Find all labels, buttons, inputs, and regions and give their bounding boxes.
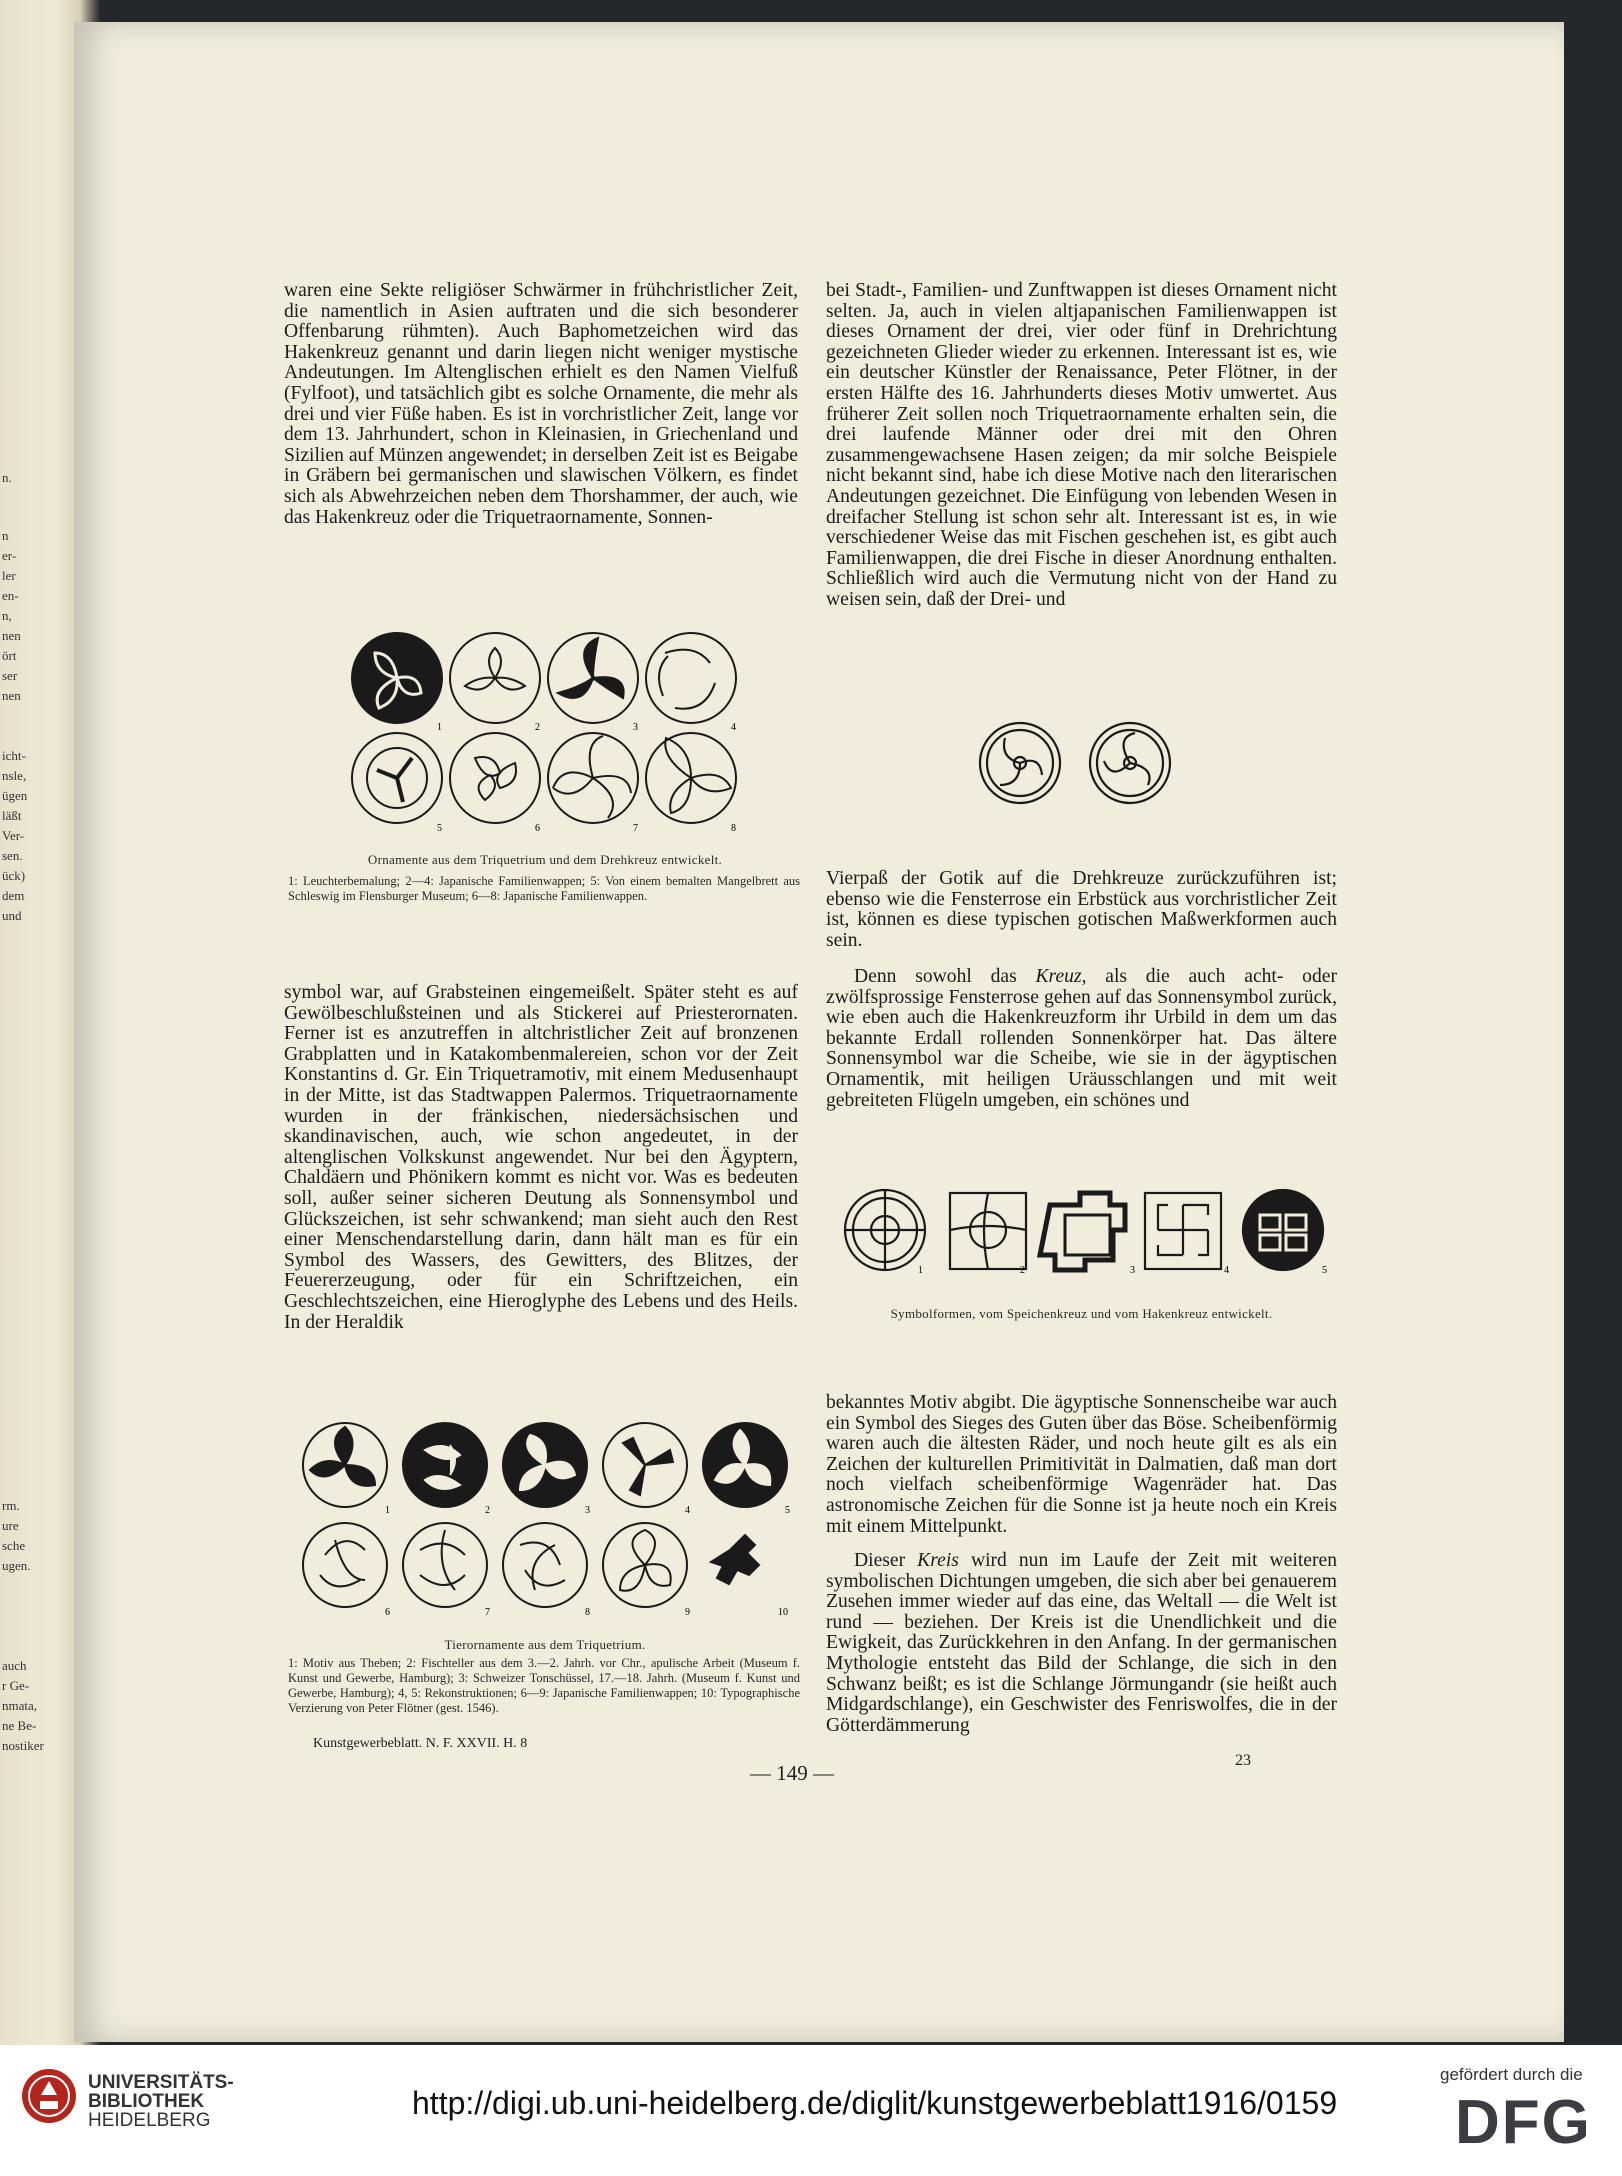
figure4-number: 1 (385, 1505, 390, 1516)
figure4-number: 4 (685, 1505, 690, 1516)
margin-fragment: nostiker (2, 1738, 44, 1753)
figure4-number: 8 (585, 1607, 590, 1618)
emphasis-kreuz: Kreuz (1035, 966, 1082, 987)
figure3-number: 4 (1224, 1265, 1229, 1276)
running-foot: Kunstgewerbeblatt. N. F. XXVII. H. 8 (313, 1736, 528, 1751)
library-name-line-3: HEIDELBERG (88, 2110, 211, 2131)
margin-fragment: en- (2, 588, 19, 603)
margin-fragment: n (2, 528, 9, 543)
filled-knot-disc-icon (1243, 1190, 1323, 1270)
figure1-number: 5 (437, 823, 442, 834)
source-url-link[interactable]: http://digi.ub.uni-heidelberg.de/diglit/kunstgewerbeblatt1916/0159 (412, 2085, 1338, 2121)
figure1-number: 6 (535, 823, 540, 834)
margin-fragment: sche (2, 1538, 26, 1553)
figure4-number: 10 (778, 1607, 788, 1618)
margin-fragment: ure (2, 1518, 19, 1533)
funding-note: gefördert durch die (1440, 2065, 1583, 2084)
figure4-caption-title: Tierornamente aus dem Triquetrium. (444, 1637, 646, 1652)
figure1-number: 4 (731, 722, 736, 733)
right-column-paragraph-1: bei Stadt-, Familien- und Zunftwappen ist dieses Ornament nicht selten. Ja, auch in vielen altjapanischen Familienwappen ist dieses Ornament der drei, vier oder fünf in Drehrichtung gezeichneten Glieder wieder zu erkennen. Interessant ist es, wie ein deutscher Künstler der Renaissance, Peter Flötner, in der ersten Hälfte des 16. Jahrhunderts dieses Motiv umwertet. Aus früherer Zeit sollen noch Triquetraornamente erhalten sein, die drei laufende Männer oder drei mit den Ohren zusammengewachsene Hasen zeigen; da mir solche Beispiele nicht bekannt sind, habe ich diese Motive nach den literarischen Andeutungen gezeichnet. Die Einfügung von lebenden Wesen in dreifacher Stellung ist schon sehr alt. Interessant ist es, in wie verschiedener Weise das mit Fischen geschehen ist, es gibt auch Familienwappen, die drei Fische in dieser Anordnung enthalten. Schließlich wird auch die Vermutung nicht von der Hand zu weisen sein, daß der Drei- und (826, 280, 1337, 610)
right-column-paragraph-3 (826, 966, 1337, 1111)
margin-fragment: nen (2, 688, 21, 703)
paragraph-3-start: Denn sowohl das (854, 966, 1036, 987)
paragraph-5-start: Dieser (854, 1550, 918, 1571)
paragraph-5-rest: wird nun im Laufe der Zeit mit weiteren symbolischen Dichtungen umgeben, die sich aber bei genauerem Zusehen immer wieder auf das eine, das Weltall — die Welt ist rund — beziehen. Der Kreis ist die Unendlichkeit und die Ewigkeit, das Zurückkehren in den Anfang. In der germanischen Mythologie entsteht das Bild der Schlange, die sich in den Schwanz beißt; es ist die Schlange Jörmungandr (sie heißt auch Midgardschlange), ein Geschwister des Fenriswolfes, die in der Götterdämmerung (826, 1550, 1337, 1736)
figure4-number: 3 (585, 1505, 590, 1516)
library-name-line-2: BIBLIOTHEK (88, 2091, 205, 2112)
right-column-paragraph-5 (826, 1551, 1337, 1773)
figure4-number: 7 (485, 1607, 490, 1618)
figure3-number: 5 (1322, 1265, 1327, 1276)
margin-fragment: ne Be- (2, 1718, 37, 1733)
cross-knot-icon (950, 1193, 1026, 1269)
left-column-paragraph-1: waren eine Sekte religiöser Schwärmer in frühchristlicher Zeit, die namentlich in Asien auftraten und die sich besonderer Offenbarung rühmten). Auch Baphometzeichen wird das Hakenkreuz genannt und darin liegen nicht weniger mystische Andeutungen. Im Altenglischen erhielt es den Namen Vielfuß (Fylfoot), und tatsächlich gibt es solche Ornamente, die mehr als drei und vier Füße haben. Es ist in vorchristlicher Zeit, lange vor dem 13. Jahrhundert, schon in Kleinasien, in Griechenland und Sizilien auf Münzen angewendet; in derselben Zeit ist es Beigabe in Gräbern bei germanischen und slawischen Völkern, es findet sich als Abwehrzeichen neben dem Thorshammer, der auch, wie das Hakenkreuz oder die Triquetraornamente, Sonnen- (284, 280, 798, 528)
margin-fragment: Ver- (2, 828, 25, 843)
animal-ornament-10-icon (711, 1535, 759, 1584)
ornament-6-icon (450, 733, 540, 823)
margin-fragment: läßt (2, 808, 22, 823)
hakenkreuz-meander-icon (1145, 1193, 1221, 1269)
figure4-number: 2 (485, 1505, 490, 1516)
margin-fragment: auch (2, 1658, 27, 1673)
figure1-caption-title: Ornamente aus dem Triquetrium und dem Drehkreuz entwickelt. (367, 852, 723, 867)
figure4-caption-legend: 1: Motiv aus Theben; 2: Fischteller aus dem 3.—2. Jahrh. vor Chr., apulische Arbeit (Museum f. Kunst und Gewerbe, Hamburg); 3: Schweizer Tonschüssel, 17.—18. Jahrh. (Museum f. Kunst und Gewerbe, Hamburg); 4, 5: Rekonstruktionen; 6—9: Japanische Familienwappen; 10: Typographische Verzierung von Peter Flötner (gest. 1546). (288, 1656, 800, 1715)
interlace-square-icon (1040, 1193, 1125, 1270)
dfg-logo: DFG (1455, 2088, 1592, 2157)
emphasis-kreis: Kreis (917, 1550, 959, 1571)
animal-ornament-8-icon (503, 1523, 587, 1607)
margin-fragment: nen (2, 628, 21, 643)
figure3-caption-title: Symbolformen, vom Speichenkreuz und vom Hakenkreuz entwickelt. (890, 1306, 1273, 1321)
margin-fragment: n. (2, 470, 12, 485)
right-column-paragraph-4: bekanntes Motiv abgibt. Die ägyptische Sonnenscheibe war auch ein Symbol des Sieges des Guten über das Böse. Scheibenförmig waren auch die ältesten Räder, und noch heute gilt es als ein Zeichen der kulturellen Primitivität in Dalmatien, daß man dort noch vielfach scheibenförmige Wagenräder hat. Das astronomische Zeichen für die Sonne ist ja heute noch ein Kreis mit einem Mittelpunkt. (826, 1392, 1337, 1537)
animal-ornament-2-icon (403, 1423, 487, 1507)
library-name (88, 2073, 234, 2130)
margin-fragment: ser (2, 668, 18, 683)
figure3-number: 3 (1130, 1265, 1135, 1276)
figure-triquetrum-ornaments (345, 628, 765, 843)
figure1-caption-legend: 1: Leuchterbemalung; 2—4: Japanische Familienwappen; 5: Von einem bemalten Mangelbrett aus Schleswig im Flensburger Museum; 6—8: Japanische Familienwappen. (288, 874, 800, 903)
margin-fragment: ugen. (2, 1558, 31, 1573)
right-column-paragraph-2: Vierpaß der Gotik auf die Drehkreuze zurückzuführen ist; ebenso wie die Fensterrose ein Erbstück aus vorchristlicher Zeit ist, können es diese typischen gotischen Maßwerkformen auch sein. (826, 868, 1337, 951)
margin-fragment: ügen (2, 788, 28, 803)
margin-fragment: nmata, (2, 1698, 38, 1713)
signature-mark: 23 (1235, 1752, 1251, 1769)
margin-fragment: ück) (2, 868, 26, 883)
figure1-number: 3 (633, 722, 638, 733)
left-column-paragraph-2: symbol war, auf Grabsteinen eingemeißelt. Später steht es auf Gewölbeschlußsteinen und als Stickerei auf Priesterornaten. Ferner ist es anzutreffen in altchristlicher Zeit auf bronzenen Grabplatten und in Katakombenmalereien, schon vor der Zeit Konstantins d. Gr. Ein Triquetramotiv, mit einem Medusenhaupt in der Mitte, ist das Stadtwappen Palermos. Triquetraornamente wurden in der fränkischen, niedersächsischen und skandinavischen, auch, wie schon angedeutet, in der altenglischen Volkskunst angewendet. Nur bei den Ägyptern, Chaldäern und Phönikern kommt es nicht vor. Was es bedeuten soll, außer seiner sicheren Deutung als Sonnensymbol und Glückszeichen, ist sehr schwankend; man sieht auch den Rest einer Menschendarstellung darin, dann hält man es für ein Symbol des Wassers, des Gewitters, des Blitzes, der Feuererzeugung, oder für ein Schriftzeichen, ein Geschlechtszeichen, eine Hieroglyphe des Lebens und des Heils. In der Heraldik (284, 982, 798, 1333)
margin-fragment: sen. (2, 848, 23, 863)
figure-triskele-discs (975, 718, 1185, 808)
margin-fragment: icht- (2, 748, 26, 763)
university-seal-icon (20, 2067, 78, 2125)
figure3-number: 2 (1020, 1265, 1025, 1276)
figure3-number: 1 (918, 1265, 923, 1276)
figure1-number: 1 (437, 722, 442, 733)
library-name-line-1: UNIVERSITÄTS- (88, 2072, 234, 2093)
figure1-number: 8 (731, 823, 736, 834)
figure-symbol-forms (840, 1185, 1330, 1280)
figure4-number: 9 (685, 1607, 690, 1618)
figure1-number: 2 (535, 722, 540, 733)
paragraph-3-rest: , als die auch acht- oder zwölfsprossige Fensterrose gehen auf das Sonnensymbol zurück, wie eben auch die Hakenkreuzform ihr Urbild in dem um das bekannte Erdall rollenden Sonnenkörper hat. Das ältere Sonnensymbol war die Scheibe, wie sie in der ägyptischen Ornamentik, mit heiligen Uräusschlangen und mit weit gebreiteten Flügeln umgeben, ein schönes und (826, 966, 1337, 1111)
margin-fragment: nsle, (2, 768, 27, 783)
page-number: — 149 — (750, 1761, 834, 1785)
margin-fragment: rm. (2, 1498, 20, 1513)
margin-fragment: dem (2, 888, 25, 903)
margin-fragment: r Ge- (2, 1678, 30, 1693)
figure1-number: 7 (633, 823, 638, 834)
margin-fragment: n, (2, 608, 12, 623)
footer-banner (0, 2045, 1622, 2176)
margin-fragment: und (2, 908, 22, 923)
wheel-cross-icon (845, 1190, 925, 1270)
animal-ornament-7-icon (403, 1523, 487, 1607)
margin-fragment: ler (2, 568, 16, 583)
margin-fragment: er- (2, 548, 17, 563)
figure-animal-ornaments (300, 1415, 800, 1630)
figure4-number: 5 (785, 1505, 790, 1516)
figure4-number: 6 (385, 1607, 390, 1618)
margin-fragment: ört (2, 648, 17, 663)
